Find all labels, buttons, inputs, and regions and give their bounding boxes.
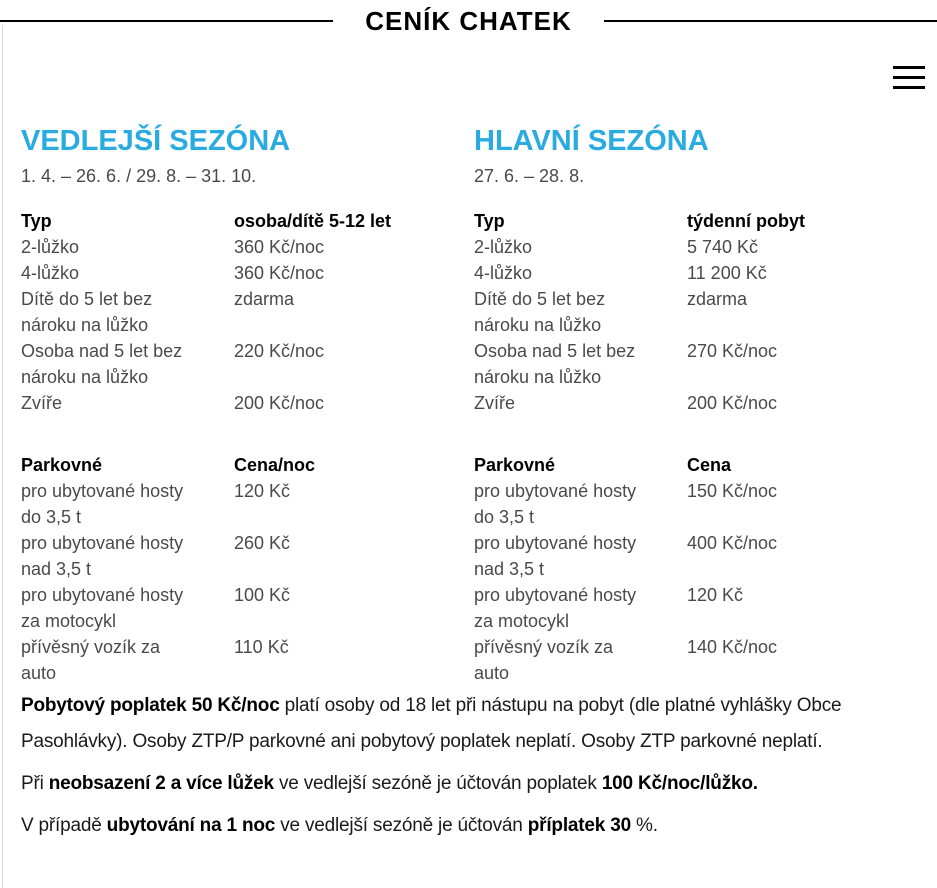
row-label: přívěsný vozík za auto bbox=[21, 637, 161, 683]
note-bold-text: neobsazení 2 a více lůžek bbox=[48, 773, 274, 794]
title-bar bbox=[0, 6, 937, 36]
parking-price-table bbox=[21, 452, 461, 686]
note-text: platí osoby od 18 let při nástupu na pobyt (dle platné vyhlášky Obce Pasohlávky). Osoby ZTP/P parkovné ani pobytový poplatek neplatí. Osoby ZTP parkovné neplatí. bbox=[21, 695, 842, 752]
season-column-main bbox=[474, 124, 914, 686]
row-label: Dítě do 5 let bez nároku na lůžko bbox=[21, 289, 153, 335]
row-value: 5 740 Kč bbox=[687, 237, 759, 257]
page-edge-line bbox=[2, 25, 3, 888]
note-bold-text: Pobytový poplatek 50 Kč/noc bbox=[21, 695, 280, 716]
season-column-low bbox=[21, 124, 461, 686]
season-heading: HLAVNÍ SEZÓNA bbox=[474, 125, 709, 157]
row-label: 4-lůžko bbox=[21, 263, 80, 283]
note-stay-fee bbox=[21, 688, 914, 760]
row-label: Zvíře bbox=[21, 393, 63, 413]
menu-bar bbox=[893, 66, 925, 69]
season-columns bbox=[0, 124, 937, 686]
row-value: 360 Kč/noc bbox=[234, 237, 325, 257]
row-value: 100 Kč bbox=[234, 585, 291, 605]
row-value: 150 Kč/noc bbox=[687, 481, 778, 501]
row-label: pro ubytované hosty nad 3,5 t bbox=[21, 533, 184, 579]
menu-bar bbox=[893, 86, 925, 89]
row-label: přívěsný vozík za auto bbox=[474, 637, 614, 683]
row-label: 2-lůžko bbox=[21, 237, 80, 257]
row-value: 120 Kč bbox=[687, 585, 744, 605]
note-bold-text: ubytování na 1 noc bbox=[106, 815, 276, 836]
season-dates: 1. 4. – 26. 6. / 29. 8. – 31. 10. bbox=[21, 166, 257, 186]
column-header: osoba/dítě 5-12 let bbox=[234, 211, 392, 231]
row-label: Osoba nad 5 let bez nároku na lůžko bbox=[21, 341, 183, 387]
row-label: pro ubytované hosty za motocykl bbox=[21, 585, 184, 631]
row-value: 200 Kč/noc bbox=[687, 393, 778, 413]
row-label: Osoba nad 5 let bez nároku na lůžko bbox=[474, 341, 636, 387]
note-unoccupied-beds bbox=[21, 766, 914, 802]
column-header: Cena bbox=[687, 455, 732, 475]
column-header: Typ bbox=[474, 211, 505, 231]
note-text: %. bbox=[630, 815, 658, 836]
row-label: pro ubytované hosty do 3,5 t bbox=[21, 481, 184, 527]
row-value: zdarma bbox=[687, 289, 748, 309]
menu-bar bbox=[893, 76, 925, 79]
row-label: 2-lůžko bbox=[474, 237, 533, 257]
column-header: Cena/noc bbox=[234, 455, 316, 475]
parking-price-table bbox=[474, 452, 914, 686]
column-header: Typ bbox=[21, 211, 52, 231]
note-bold-text: 100 Kč/noc/lůžko. bbox=[601, 773, 758, 794]
row-label: Zvíře bbox=[474, 393, 516, 413]
row-value: 360 Kč/noc bbox=[234, 263, 325, 283]
row-value: zdarma bbox=[234, 289, 295, 309]
type-price-table bbox=[474, 208, 914, 416]
row-label: pro ubytované hosty do 3,5 t bbox=[474, 481, 637, 527]
row-value: 220 Kč/noc bbox=[234, 341, 325, 361]
row-value: 200 Kč/noc bbox=[234, 393, 325, 413]
row-label: pro ubytované hosty nad 3,5 t bbox=[474, 533, 637, 579]
column-header: Parkovné bbox=[21, 455, 103, 475]
note-text: V případě bbox=[21, 815, 107, 836]
row-label: Dítě do 5 let bez nároku na lůžko bbox=[474, 289, 606, 335]
row-value: 110 Kč bbox=[234, 637, 289, 657]
row-value: 260 Kč bbox=[234, 533, 291, 553]
note-text: Při bbox=[21, 773, 49, 794]
note-text: ve vedlejší sezóně je účtován bbox=[275, 815, 528, 836]
footnotes bbox=[0, 688, 937, 844]
row-value: 270 Kč/noc bbox=[687, 341, 778, 361]
title-rule-left bbox=[0, 20, 333, 22]
row-label: 4-lůžko bbox=[474, 263, 533, 283]
row-value: 140 Kč/noc bbox=[687, 637, 778, 657]
season-heading: VEDLEJŠÍ SEZÓNA bbox=[21, 125, 291, 157]
row-value: 11 200 Kč bbox=[687, 263, 767, 283]
hamburger-menu-icon[interactable] bbox=[893, 66, 925, 89]
note-text: ve vedlejší sezóně je účtován poplatek bbox=[273, 773, 602, 794]
column-header: týdenní pobyt bbox=[687, 211, 805, 231]
type-price-table bbox=[21, 208, 461, 416]
season-dates: 27. 6. – 28. 8. bbox=[474, 166, 585, 186]
page-title: CENÍK CHATEK bbox=[365, 5, 572, 36]
row-label: pro ubytované hosty za motocykl bbox=[474, 585, 637, 631]
row-value: 400 Kč/noc bbox=[687, 533, 778, 553]
column-header: Parkovné bbox=[474, 455, 556, 475]
title-rule-right bbox=[604, 20, 937, 22]
row-value: 120 Kč bbox=[234, 481, 291, 501]
note-bold-text: příplatek 30 bbox=[527, 815, 631, 836]
note-one-night bbox=[21, 808, 914, 844]
